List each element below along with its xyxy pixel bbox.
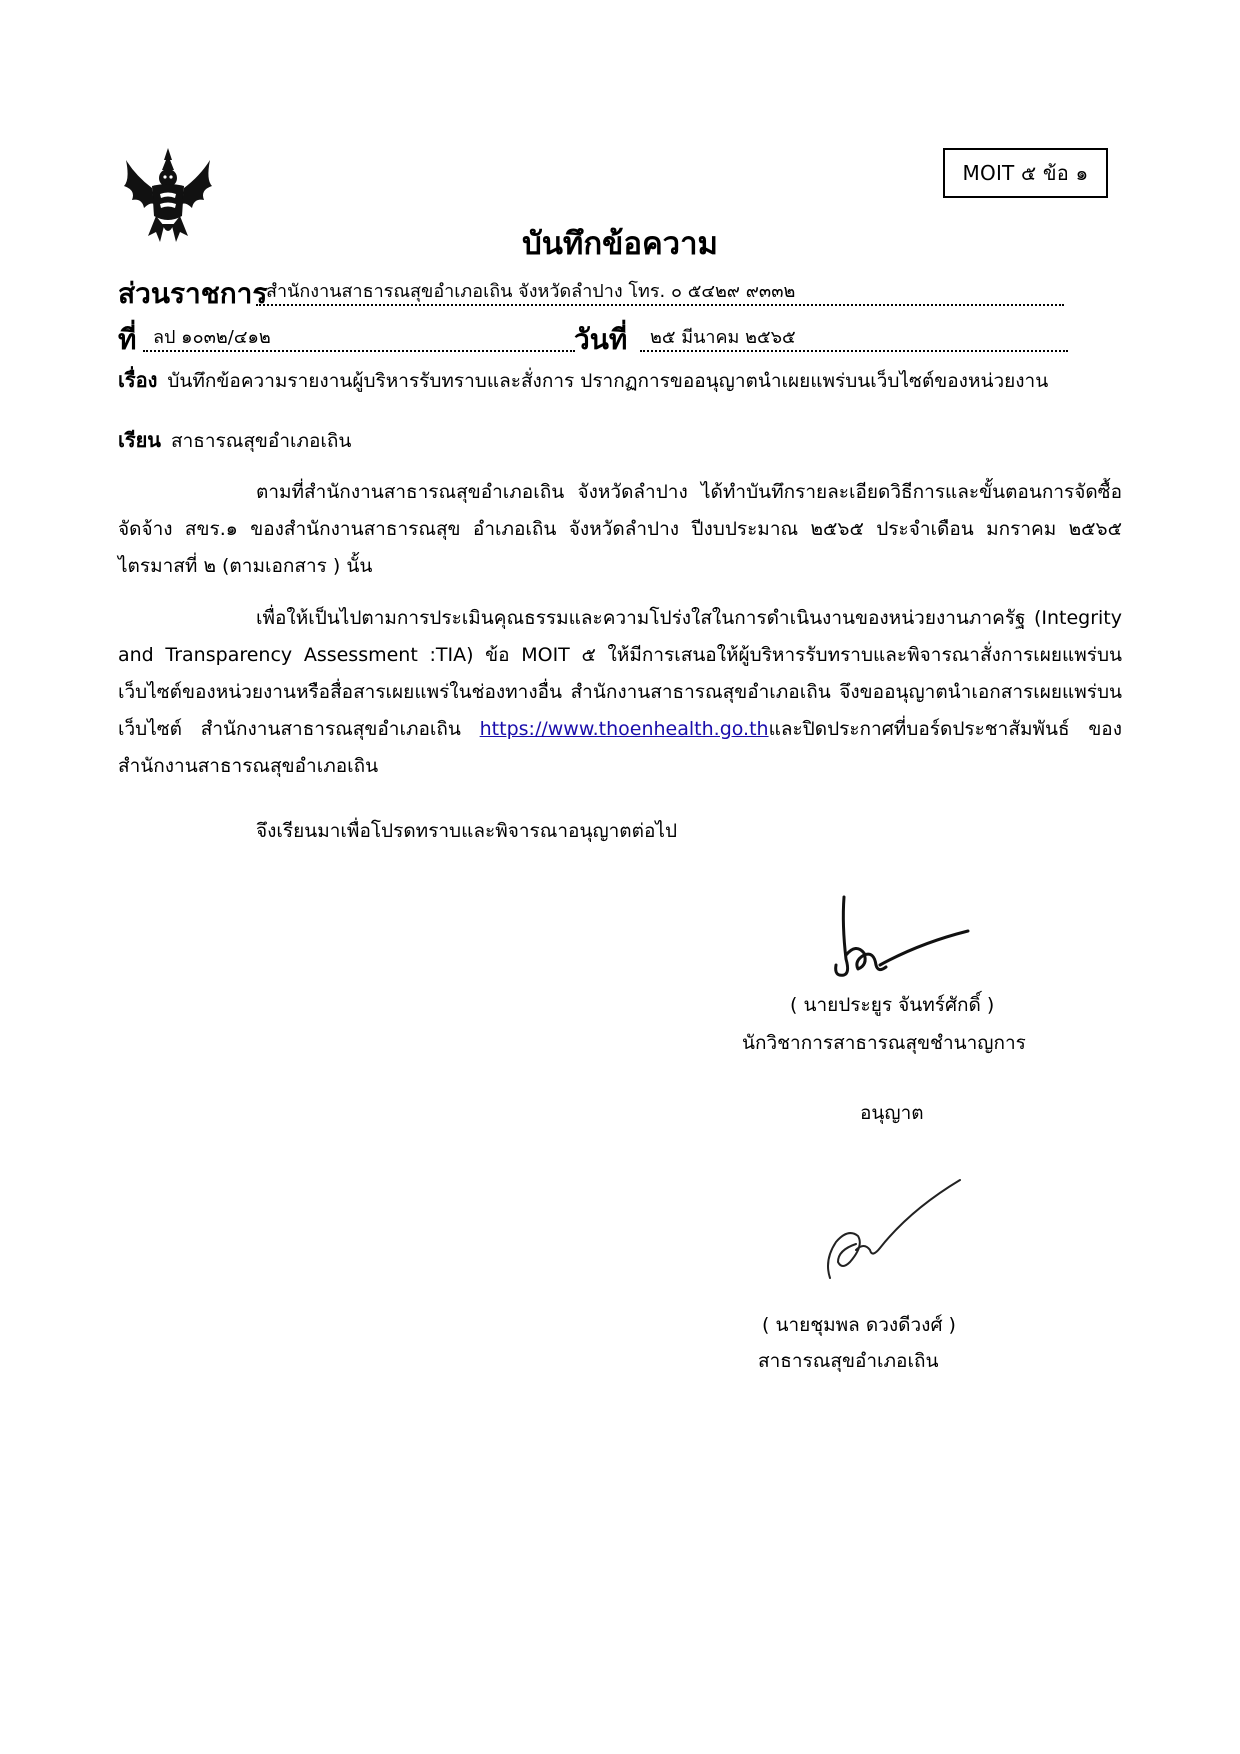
signature-2-icon bbox=[820, 1170, 970, 1280]
body-paragraph-2 bbox=[118, 600, 1122, 785]
subject-label: เรื่อง bbox=[118, 368, 158, 392]
salutation-label: เรียน bbox=[118, 428, 161, 452]
signer-1-name: ( นายประยูร จันทร์ศักดิ์ ) bbox=[790, 994, 995, 1016]
approval-text: อนุญาต bbox=[860, 1102, 924, 1124]
date-label: วันที่ bbox=[574, 323, 628, 356]
subject-row bbox=[118, 364, 1048, 396]
document-title: บันทึกข้อความ bbox=[522, 226, 718, 262]
signature-1-icon bbox=[820, 895, 970, 985]
agency-value: สำนักงานสาธารณสุขอำเภอเถิน จังหวัดลำปาง โทร. ๐ ๕๔๒๙ ๙๓๓๒ bbox=[256, 278, 1064, 306]
signer-1-position: นักวิชาการสาธารณสุขชำนาญการ bbox=[742, 1032, 1026, 1054]
website-link[interactable]: https://www.thoenhealth.go.th bbox=[479, 718, 769, 740]
subject-value: บันทึกข้อความรายงานผู้บริหารรับทราบและสั่งการ ปรากฏการขออนุญาตนำเผยแพร่บนเว็บไซต์ของหน่วยงาน bbox=[167, 370, 1049, 392]
body-paragraph-1: ตามที่สำนักงานสาธารณสุขอำเภอเถิน จังหวัดลำปาง ได้ทำบันทึกรายละเอียดวิธีการและขั้นตอนการจัดซื้อจัดจ้าง สขร.๑ ของสำนักงานสาธารณสุข อำเภอเถิน จังหวัดลำปาง ปีงบประมาณ ๒๕๖๕ ประจำเดือน มกราคม ๒๕๖๕ ไตรมาสที่ ๒ (ตามเอกสาร ) นั้น bbox=[118, 481, 1122, 577]
body-paragraph-2-text-b: และปิดประกาศที่บอร์ดประชาสัมพันธ์ ของสำนักงานสาธารณสุขอำเภอเถิน bbox=[118, 718, 1122, 777]
agency-label: ส่วนราชการ bbox=[118, 277, 268, 310]
body-paragraph-2-text-a: เพื่อให้เป็นไปตามการประเมินคุณธรรมและความโปร่งใสในการดำเนินงานของหน่วยงานภาครัฐ (Integrity and Transparency Assessment :TIA) ข้อ MOIT ๕ ให้มีการเสนอให้ผู้บริหารรับทราบและพิจารณาสั่งการเผยแพร่บนเว็บไซต์ของหน่วยงานหรือสื่อสารเผยแพร่ในช่องทางอื่น สำนักงานสาธารณสุขอำเภอเถิน จึงขออนุญาตนำเอกสารเผยแพร่บนเว็บไซต์ สำนักงานสาธารณสุขอำเภอเถิน bbox=[118, 607, 1122, 740]
body-paragraph-3: จึงเรียนมาเพื่อโปรดทราบและพิจารณาอนุญาตต่อไป bbox=[256, 820, 678, 842]
signer-2-name: ( นายชุมพล ดวงดีวงศ์ ) bbox=[762, 1314, 956, 1336]
ref-no-label: ที่ bbox=[118, 323, 137, 356]
ref-no-value: ลป ๑๐๓๒/๔๑๒ bbox=[143, 324, 575, 352]
salutation-value: สาธารณสุขอำเภอเถิน bbox=[170, 430, 352, 452]
reference-box: MOIT ๕ ข้อ ๑ bbox=[943, 148, 1108, 198]
signer-2-position: สาธารณสุขอำเภอเถิน bbox=[758, 1350, 939, 1372]
salutation-row bbox=[118, 424, 351, 456]
date-value: ๒๕ มีนาคม ๒๕๖๕ bbox=[640, 324, 1068, 352]
